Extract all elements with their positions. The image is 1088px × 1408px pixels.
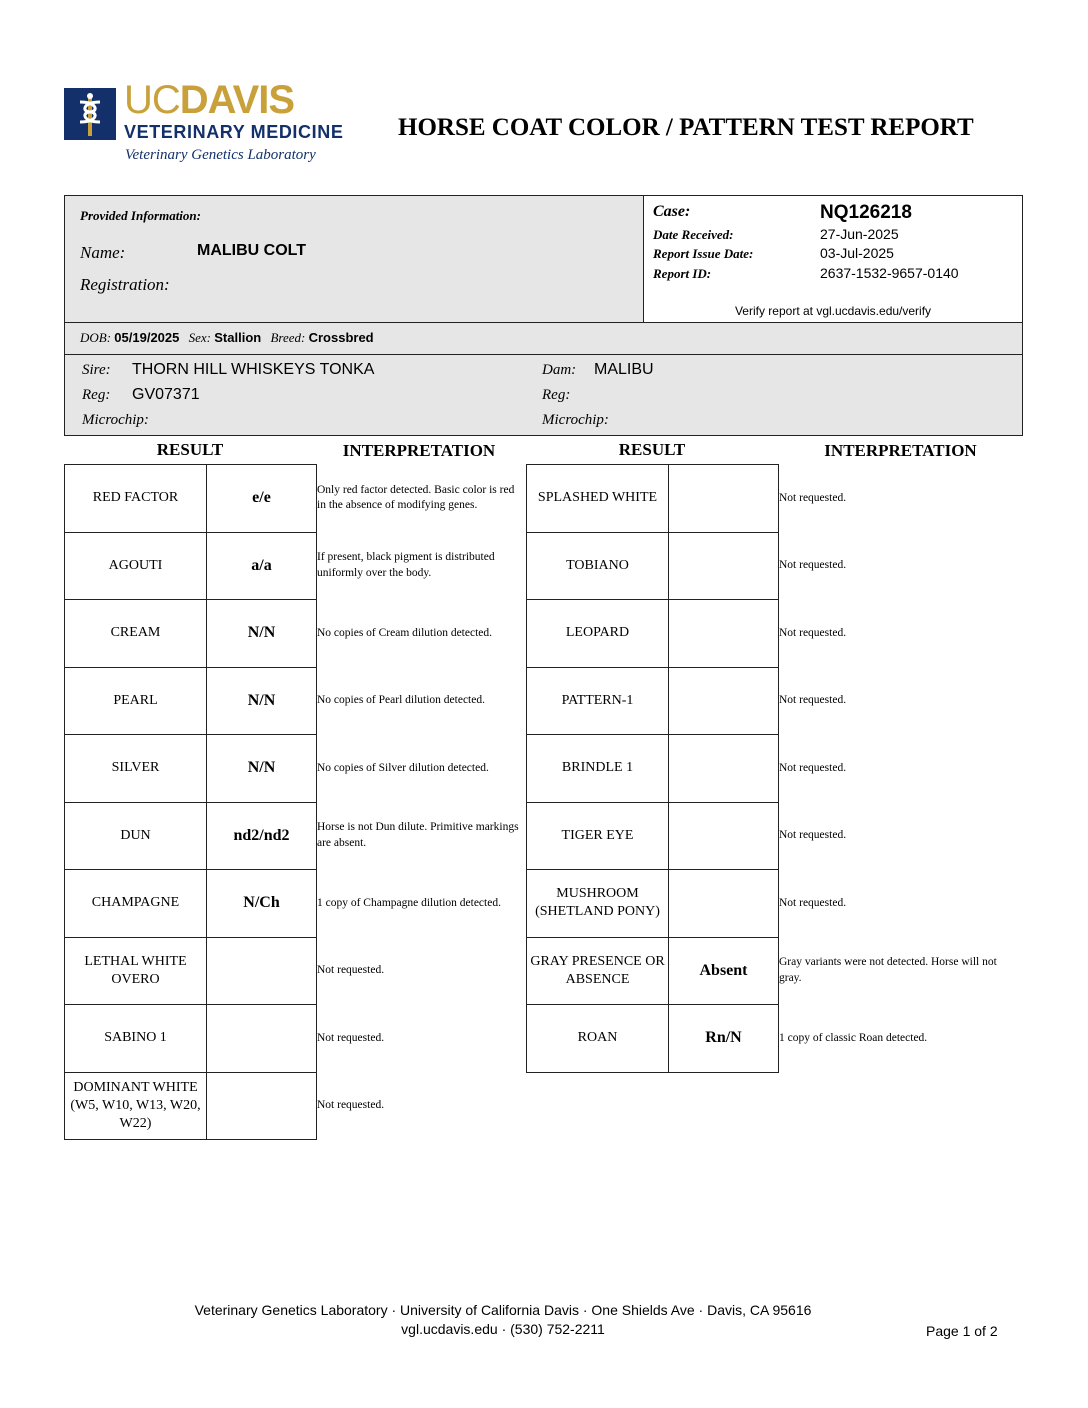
table-row: [65, 465, 526, 533]
test-result: Rn/N: [669, 1005, 779, 1073]
test-interpretation: Not requested.: [779, 896, 847, 909]
registration-label: Registration:: [80, 275, 170, 294]
test-interpretation: No copies of Silver dilution detected.: [317, 761, 489, 774]
animal-details: [80, 330, 374, 346]
test-interpretation: No copies of Cream dilution detected.: [317, 626, 493, 639]
test-result: [669, 465, 779, 533]
logo-lab: Veterinary Genetics Laboratory: [125, 147, 316, 163]
table-row: [65, 937, 526, 1005]
right-result-heading: RESULT: [618, 440, 686, 459]
table-row: [65, 532, 526, 600]
test-name: DUN: [65, 802, 207, 870]
test-result: Absent: [669, 937, 779, 1005]
test-interpretation: Not requested.: [317, 1099, 385, 1111]
test-interpretation: If present, black pigment is distributed uniformly over the body.: [317, 551, 495, 579]
table-row: [527, 1005, 1023, 1073]
name-value: MALIBU COLT: [197, 242, 307, 259]
logo-wordmark: [124, 80, 294, 120]
dam-value: MALIBU: [594, 361, 654, 378]
test-interpretation: Not requested.: [779, 761, 847, 774]
test-interpretation: Only red factor detected. Basic color is red in the absence of modifying genes.: [317, 483, 515, 512]
test-result: nd2/nd2: [207, 802, 317, 870]
table-row: [65, 870, 526, 938]
test-name: BRINDLE 1: [527, 735, 669, 803]
test-name: PEARL: [65, 667, 207, 735]
test-interpretation: Not requested.: [779, 559, 847, 571]
right-interpretation-heading: INTERPRETATION: [824, 441, 977, 460]
test-result: [669, 532, 779, 600]
test-result: [207, 1005, 317, 1073]
test-result: N/N: [207, 667, 317, 735]
table-row: [65, 600, 526, 668]
report-id-value: 2637-1532-9657-0140: [820, 265, 959, 281]
test-interpretation: Gray variants were not detected. Horse will not gray.: [779, 956, 997, 984]
report-title: HORSE COAT COLOR / PATTERN TEST REPORT: [398, 114, 974, 141]
test-name: CREAM: [65, 600, 207, 668]
logo-uc: UC: [124, 78, 180, 122]
breed-value: Crossbred: [308, 330, 374, 345]
test-result: [669, 667, 779, 735]
table-row: [65, 735, 526, 803]
test-result: e/e: [207, 465, 317, 533]
test-name: SABINO 1: [65, 1005, 207, 1073]
sex-value: Stallion: [214, 330, 262, 345]
footer-address: Veterinary Genetics Laboratory · University of California Davis · One Shields Ave · Davis, CA 95616: [194, 1302, 812, 1318]
table-row: [527, 870, 1023, 938]
test-name: LETHAL WHITE OVERO: [65, 937, 207, 1005]
test-result: [207, 937, 317, 1005]
test-interpretation: 1 copy of Champagne dilution detected.: [317, 896, 501, 909]
table-row: [65, 802, 526, 870]
test-name: SILVER: [65, 735, 207, 803]
breed-label: Breed:: [270, 330, 306, 345]
table-row: [65, 667, 526, 735]
left-result-heading: RESULT: [156, 440, 224, 459]
sire-reg-value: GV07371: [132, 386, 200, 403]
test-name: TIGER EYE: [527, 802, 669, 870]
test-result: N/N: [207, 600, 317, 668]
sire-label: Sire:: [82, 362, 111, 378]
dam-reg-label: Reg:: [542, 387, 571, 403]
test-name: CHAMPAGNE: [65, 870, 207, 938]
caduceus-logo-icon: [64, 88, 116, 140]
left-results-table: [64, 464, 526, 1140]
test-interpretation: Not requested.: [779, 491, 847, 504]
right-results-table: [526, 464, 1023, 1073]
logo-davis: DAVIS: [179, 78, 295, 122]
test-name: LEOPARD: [527, 600, 669, 668]
table-row: [527, 937, 1023, 1005]
dob-label: DOB:: [80, 330, 112, 345]
test-name: ROAN: [527, 1005, 669, 1073]
test-result: [669, 870, 779, 938]
dob-value: 05/19/2025: [114, 330, 180, 345]
table-row: [527, 735, 1023, 803]
case-value: NQ126218: [820, 202, 912, 223]
issue-date-label: Report Issue Date:: [653, 246, 754, 261]
test-interpretation: 1 copy of classic Roan detected.: [779, 1031, 928, 1044]
case-label: Case:: [653, 203, 691, 220]
date-received-label: Date Received:: [653, 227, 734, 242]
sire-reg-label: Reg:: [82, 387, 111, 403]
sire-microchip-label: Microchip:: [82, 412, 149, 428]
table-row: [65, 1072, 526, 1140]
report-id-label: Report ID:: [653, 266, 712, 281]
test-result: N/N: [207, 735, 317, 803]
test-result: a/a: [207, 532, 317, 600]
test-interpretation: Horse is not Dun dilute. Primitive markings are absent.: [317, 821, 519, 849]
dam-microchip-label: Microchip:: [542, 412, 609, 428]
test-name: AGOUTI: [65, 532, 207, 600]
test-result: N/Ch: [207, 870, 317, 938]
test-result: [207, 1072, 317, 1140]
test-interpretation: Not requested.: [779, 829, 847, 841]
issue-date-value: 03-Jul-2025: [820, 245, 894, 261]
dam-label: Dam:: [542, 362, 577, 378]
logo-school: VETERINARY MEDICINE: [124, 122, 344, 142]
table-row: [527, 532, 1023, 600]
sire-value: THORN HILL WHISKEYS TONKA: [132, 361, 375, 378]
test-name: TOBIANO: [527, 532, 669, 600]
test-result: [669, 802, 779, 870]
verify-link[interactable]: Verify report at vgl.ucdavis.edu/verify: [734, 304, 932, 318]
left-interpretation-heading: INTERPRETATION: [342, 441, 496, 460]
test-interpretation: Not requested.: [779, 694, 847, 706]
test-name: GRAY PRESENCE OR ABSENCE: [527, 937, 669, 1005]
test-name: MUSHROOM (SHETLAND PONY): [527, 870, 669, 938]
test-name: PATTERN-1: [527, 667, 669, 735]
test-name: DOMINANT WHITE (W5, W10, W13, W20, W22): [65, 1072, 207, 1140]
date-received-value: 27-Jun-2025: [820, 226, 899, 242]
test-result: [669, 735, 779, 803]
test-name: RED FACTOR: [65, 465, 207, 533]
test-result: [669, 600, 779, 668]
table-row: [527, 802, 1023, 870]
test-name: SPLASHED WHITE: [527, 465, 669, 533]
table-row: [527, 600, 1023, 668]
page-number: Page 1 of 2: [926, 1323, 998, 1339]
sex-label: Sex:: [188, 330, 211, 345]
table-row: [527, 465, 1023, 533]
name-label: Name:: [80, 243, 126, 262]
footer-contact: vgl.ucdavis.edu · (530) 752-2211: [401, 1321, 605, 1337]
test-interpretation: Not requested.: [317, 964, 385, 976]
test-interpretation: No copies of Pearl dilution detected.: [317, 694, 485, 706]
test-interpretation: Not requested.: [317, 1031, 385, 1044]
table-row: [65, 1005, 526, 1073]
provided-heading: Provided Information:: [80, 208, 201, 223]
table-row: [527, 667, 1023, 735]
test-interpretation: Not requested.: [779, 626, 847, 639]
